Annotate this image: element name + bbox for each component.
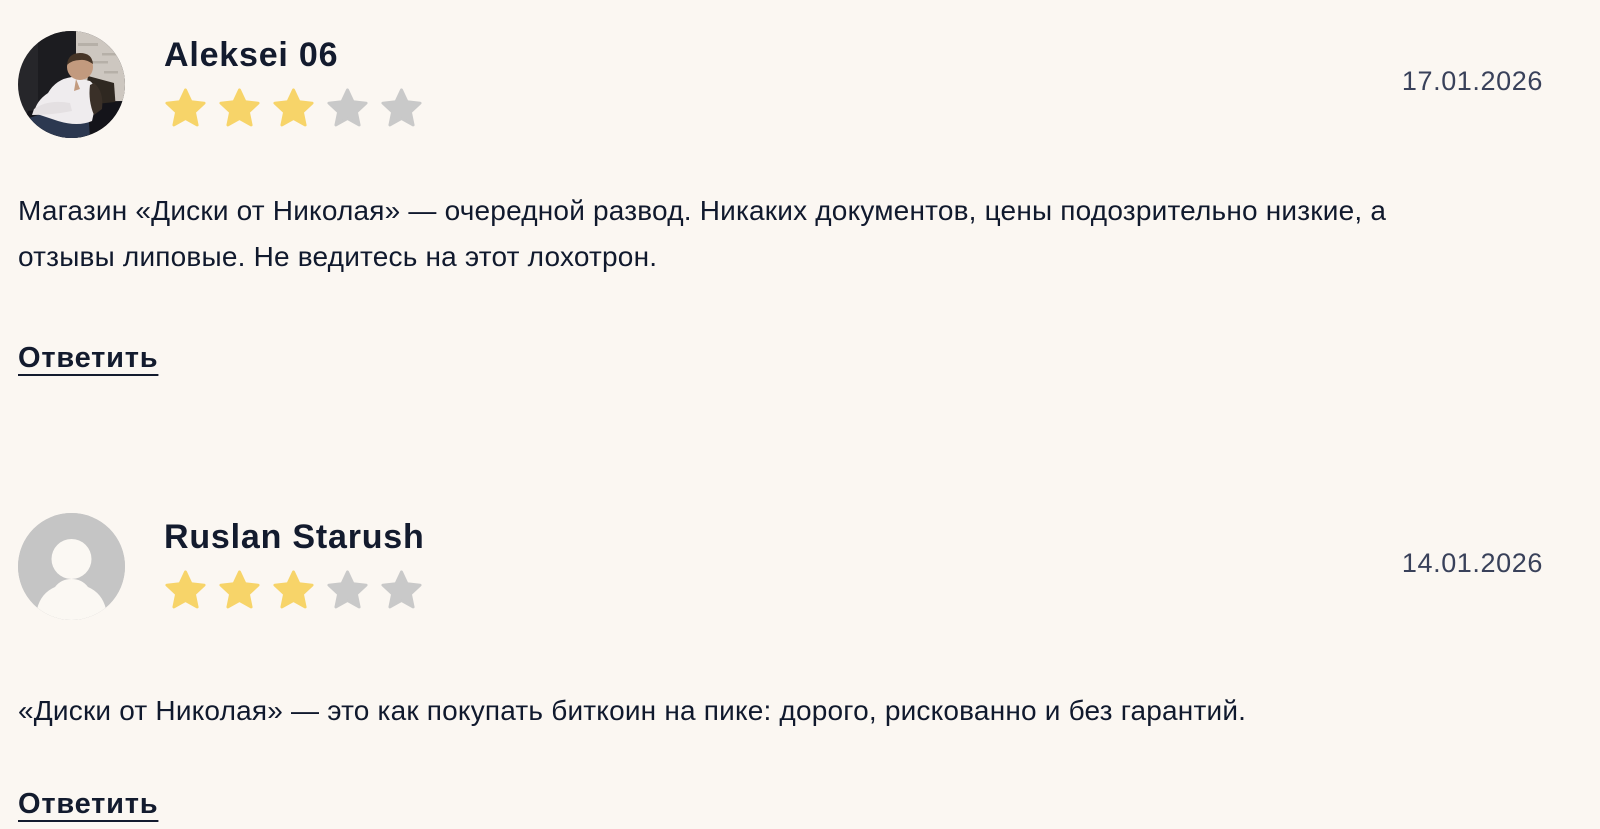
avatar-placeholder-silhouette-icon [18,513,125,620]
review-date: 17.01.2026 [1401,66,1543,96]
star-filled-icon [164,569,207,612]
star-filled-icon [218,87,261,130]
avatar [18,513,125,620]
star-filled-icon [272,87,315,130]
review-text: Магазин «Диски от Николая» — очередной развод. Никаких документов, цены подозрительно низкие, а отзывы липовые. Не ведитесь на этот лохотрон. [18,195,1387,272]
review-header [18,513,1543,620]
review-info [164,513,425,612]
star-filled-icon [218,569,261,612]
star-rating [164,569,425,612]
review-author: Ruslan Starush [164,518,425,556]
star-empty-icon [380,87,423,130]
review-date: 14.01.2026 [1401,548,1543,578]
reply-link[interactable]: Ответить [18,788,159,820]
review-info [164,31,423,130]
star-empty-icon [380,569,423,612]
avatar-photo-man-in-office [18,31,125,138]
star-filled-icon [272,569,315,612]
review-text: «Диски от Николая» — это как покупать биткоин на пике: дорого, рискованно и без гарантий. [18,695,1247,726]
reply-link[interactable]: Ответить [18,342,159,374]
review-header [18,31,1543,138]
avatar [18,31,125,138]
star-rating [164,87,423,130]
review-item [18,31,1543,375]
review-item [18,513,1543,821]
star-filled-icon [164,87,207,130]
review-author: Aleksei 06 [164,36,339,74]
star-empty-icon [326,569,369,612]
star-empty-icon [326,87,369,130]
